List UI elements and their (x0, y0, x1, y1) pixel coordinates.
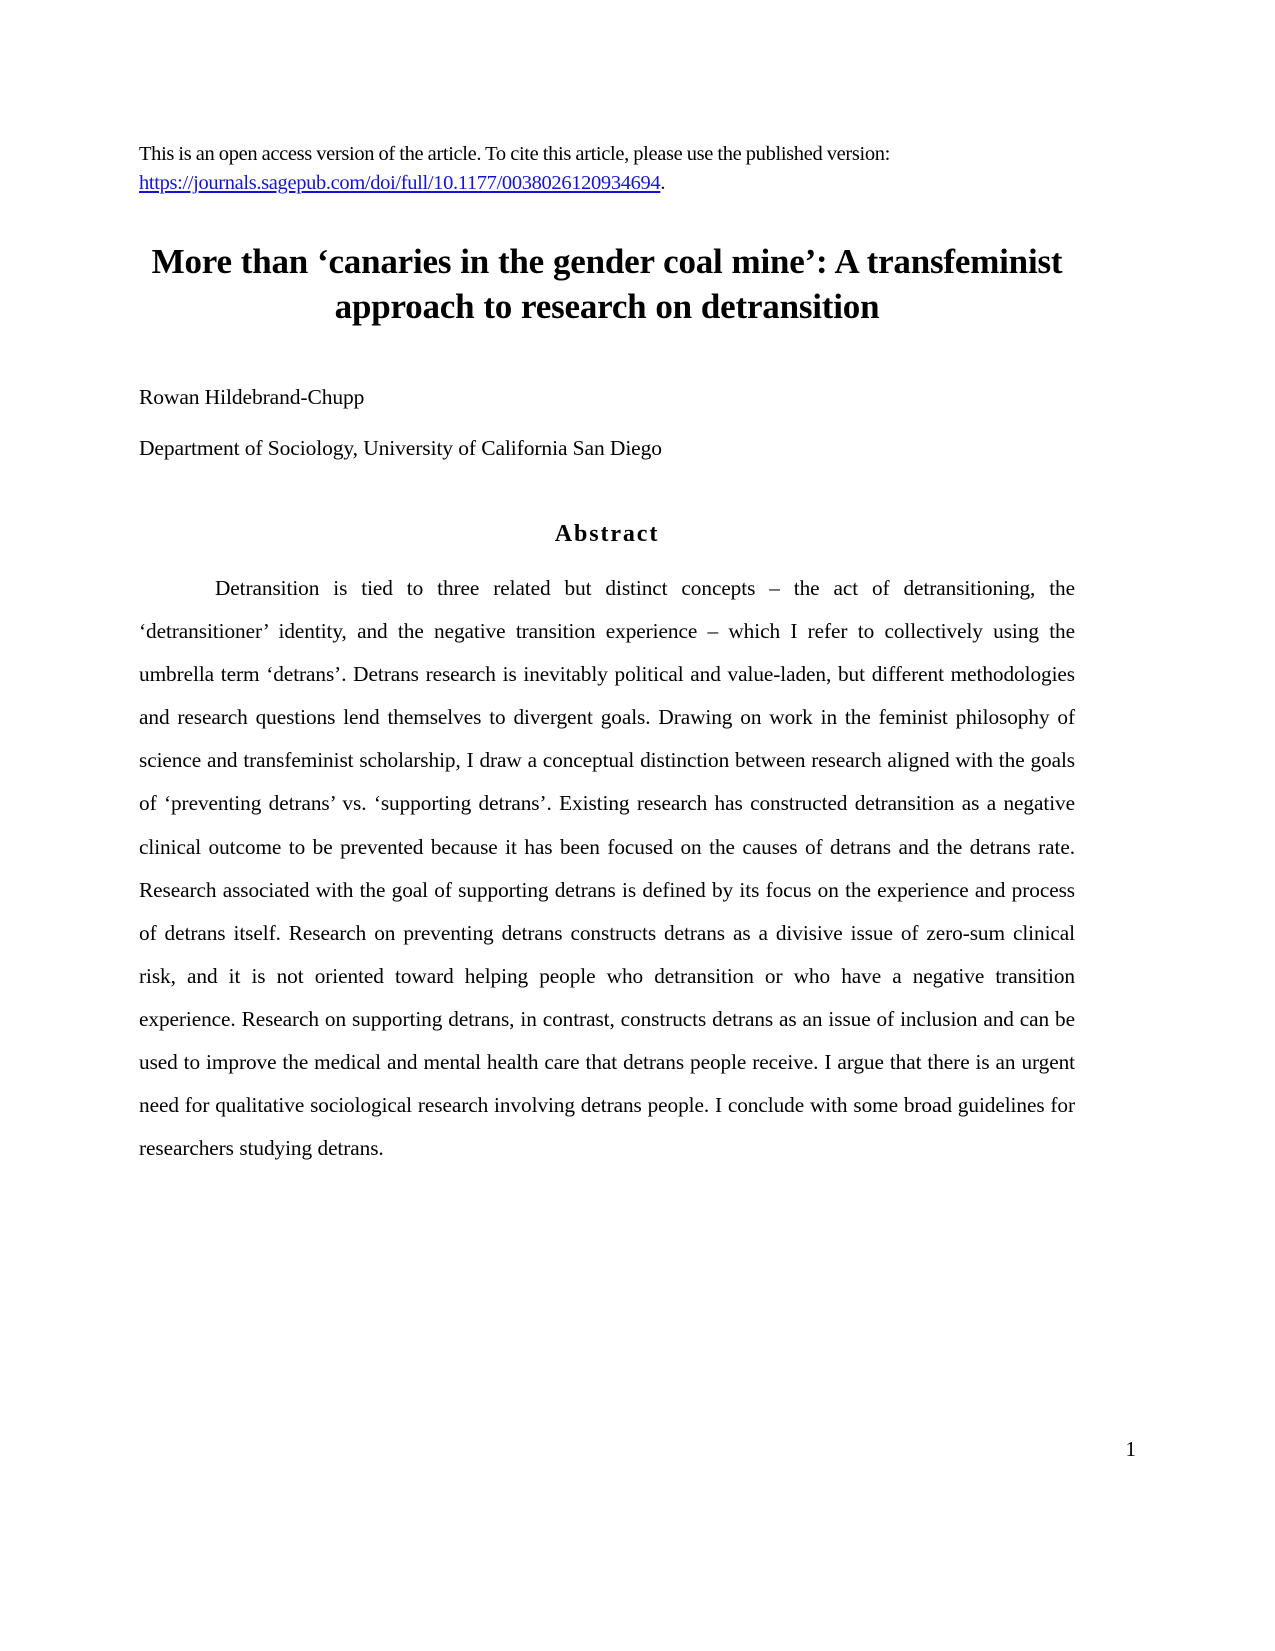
published-version-link[interactable]: https://journals.sagepub.com/doi/full/10.1177/0038026120934694 (139, 172, 661, 195)
page-number: 1 (1125, 1437, 1136, 1461)
author-affiliation: Department of Sociology, University of California San Diego (139, 436, 662, 461)
abstract-body: Detransition is tied to three related but distinct concepts – the act of detransitioning, the ‘detransitioner’ identity, and the negative transition experience – which I refer to collectively using the umbrella term ‘detrans’. Detrans research is inevitably political and value-laden, but different methodologies and research questions lend themselves to divergent goals. Drawing on work in the feminist philosophy of science and transfeminist scholarship, I draw a conceptual distinction between research aligned with the goals of ‘preventing detrans’ vs. ‘supporting detrans’. Existing research has constructed detransition as a negative clinical outcome to be prevented because it has been focused on the causes of detrans and the detrans rate. Research associated with the goal of supporting detrans is defined by its focus on the experience and process of detrans itself. Research on preventing detrans constructs detrans as a divisive issue of zero-sum clinical risk, and it is not oriented toward helping people who detransition or who have a negative transition experience. Research on supporting detrans, in contrast, constructs detrans as an issue of inclusion and can be used to improve the medical and mental health care that detrans people receive. I argue that there is an urgent need for qualitative sociological research involving detrans people. I conclude with some broad guidelines for researchers studying detrans. (139, 576, 1075, 1160)
page-content (139, 0, 1075, 1191)
open-access-notice (139, 140, 1075, 198)
notice-text-after-link: . (660, 172, 666, 195)
paper-title: More than ‘canaries in the gender coal mine’: A transfeminist approach to research on detransition (151, 242, 1063, 327)
notice-text-before-link: This is an open access version of the article. To cite this article, please use the published version: (139, 143, 890, 165)
abstract-heading: Abstract (554, 520, 660, 547)
author-name: Rowan Hildebrand-Chupp (139, 384, 365, 409)
